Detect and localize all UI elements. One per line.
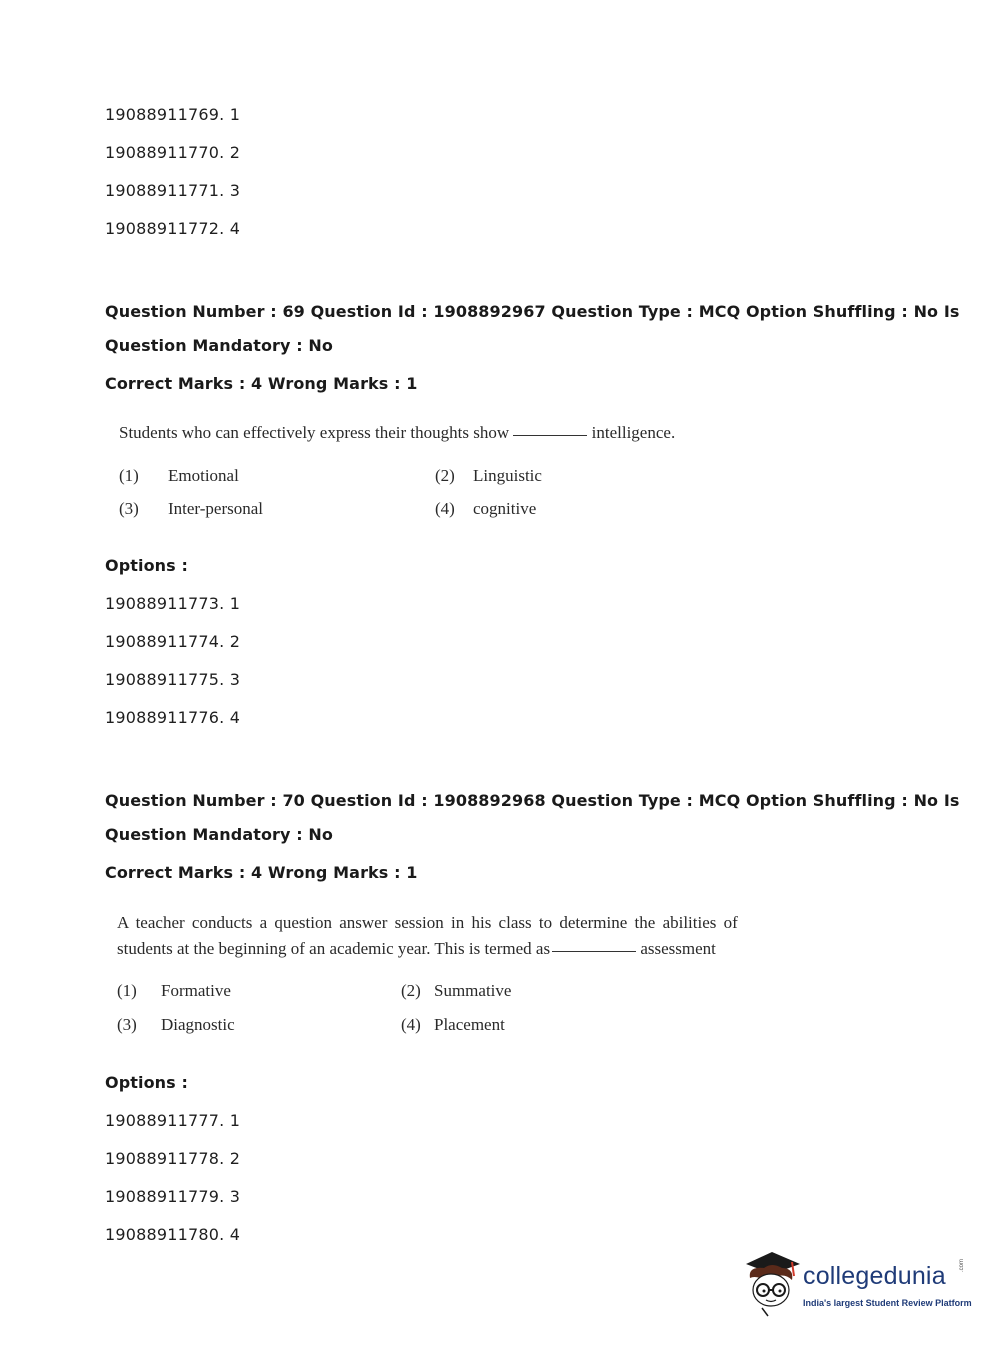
question-stem-text: Students who can effectively express their thoughts show <box>119 423 510 442</box>
option-line: 19088911778. 2 <box>105 1149 241 1168</box>
logo-tagline: India's largest Student Review Platform <box>803 1298 972 1308</box>
choice-text: Emotional <box>168 466 239 485</box>
choice-number: (4) <box>401 1015 421 1034</box>
choice-text: Linguistic <box>473 466 542 485</box>
choice-number: (2) <box>401 981 421 1000</box>
option-line: 19088911777. 1 <box>105 1111 241 1130</box>
choice-text: cognitive <box>473 499 537 518</box>
option-line: 19088911771. 3 <box>105 181 241 200</box>
option-line: 19088911773. 1 <box>105 594 241 613</box>
choice-text: Formative <box>161 981 231 1000</box>
choice-text: Summative <box>434 981 512 1000</box>
option-line: 19088911780. 4 <box>105 1225 241 1244</box>
collegedunia-logo[interactable] <box>742 1248 972 1318</box>
student-mascot-icon <box>742 1248 802 1318</box>
option-line: 19088911769. 1 <box>105 105 241 124</box>
option-line: 19088911779. 3 <box>105 1187 241 1206</box>
logo-dotcom-text: .com <box>959 1258 965 1272</box>
choice-number: (3) <box>117 1015 137 1034</box>
question-stem-text: students at the beginning of an academic year. This is termed as <box>117 939 551 958</box>
choice-number: (4) <box>435 499 455 518</box>
question-stem-line: A teacher conducts a question answer session in his class to determine the abilities of <box>117 913 738 932</box>
question-header-mandatory: Question Mandatory : No <box>105 336 333 355</box>
question-header-mandatory: Question Mandatory : No <box>105 825 333 844</box>
question-marks: Correct Marks : 4 Wrong Marks : 1 <box>105 863 418 882</box>
choice-text: Diagnostic <box>161 1015 235 1034</box>
option-line: 19088911774. 2 <box>105 632 241 651</box>
choice-number: (2) <box>435 466 455 485</box>
option-line: 19088911770. 2 <box>105 143 241 162</box>
logo-brand-text: collegedunia <box>803 1262 946 1290</box>
question-marks: Correct Marks : 4 Wrong Marks : 1 <box>105 374 418 393</box>
choice-text: Placement <box>434 1015 505 1034</box>
question-header: Question Number : 70 Question Id : 1908892968 Question Type : MCQ Option Shuffling : No Is <box>105 791 960 810</box>
option-line: 19088911772. 4 <box>105 219 241 238</box>
question-stem <box>119 423 675 443</box>
question-stem-text: intelligence. <box>591 423 676 442</box>
question-header: Question Number : 69 Question Id : 1908892967 Question Type : MCQ Option Shuffling : No Is <box>105 302 960 321</box>
choice-number: (1) <box>117 981 137 1000</box>
choice-number: (3) <box>119 499 139 518</box>
choice-number: (1) <box>119 466 139 485</box>
answer-blank <box>552 950 636 952</box>
question-stem-line <box>117 939 716 959</box>
question-stem-text: assessment <box>640 939 716 958</box>
option-line: 19088911775. 3 <box>105 670 241 689</box>
choice-text: Inter-personal <box>168 499 264 518</box>
options-label: Options : <box>105 1073 188 1092</box>
answer-blank <box>513 434 587 436</box>
options-label: Options : <box>105 556 188 575</box>
option-line: 19088911776. 4 <box>105 708 241 727</box>
